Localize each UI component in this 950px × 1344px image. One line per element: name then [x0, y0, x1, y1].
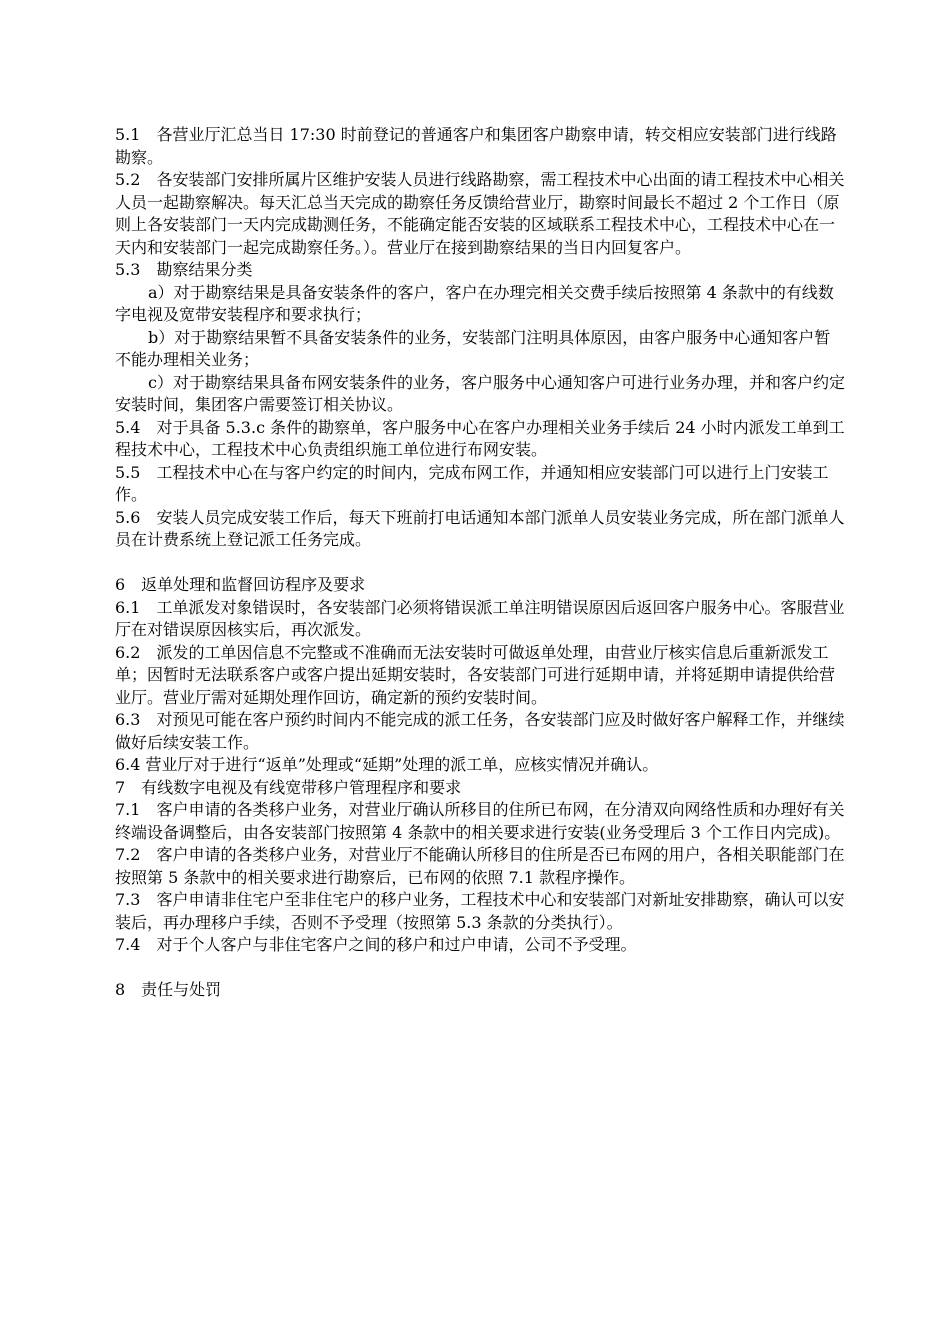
paragraph-6-1: 6.1 工单派发对象错误时，各安装部门必须将错误派工单注明错误原因后返回客户服务中心。客服营业厅在对错误原因核实后，再次派发。 [115, 597, 845, 639]
blank-line [115, 957, 845, 980]
paragraph-7-2: 7.2 客户申请的各类移户业务，对营业厅不能确认所移目的住所是否已布网的用户，各相关职能部门在按照第 5 条款中的相关要求进行勘察后，已布网的依照 7.1 款程序操作。 [115, 845, 845, 887]
list-item-b: b）对于勘察结果暂不具备安装条件的业务，安装部门注明具体原因，由客户服务中心通知客户暂不能办理相关业务； [115, 327, 831, 369]
paragraph-7-1: 7.1 客户申请的各类移户业务，对营业厅确认所移目的住所已布网，在分清双向网络性质和办理好有关终端设备调整后，由各安装部门按照第 4 条款中的相关要求进行安装(业务受理后 3 个工作日内完成)。 [115, 800, 845, 842]
list-item-c: c）对于勘察结果具备布网安装条件的业务，客户服务中心通知客户可进行业务办理，并和客户约定安装时间，集团客户需要签订相关协议。 [115, 372, 845, 414]
paragraph-6-3: 6.3 对预见可能在客户预约时间内不能完成的派工任务，各安装部门应及时做好客户解释工作，并继续做好后续安装工作。 [115, 710, 845, 752]
paragraph-7-3: 7.3 客户申请非住宅户至非住宅户的移户业务，工程技术中心和安装部门对新址安排勘察，确认可以安装后，再办理移户手续，否则不予受理（按照第 5.3 条款的分类执行）。 [115, 890, 845, 932]
paragraph-6-2: 6.2 派发的工单因信息不完整或不准确而无法安装时可做返单处理，由营业厅核实信息后重新派发工单；因暂时无法联系客户或客户提出延期安装时，各安装部门可进行延期申请，并将延期申请提供给营业厅。营业厅需对延期处理作回访，确定新的预约安装时间。 [115, 642, 836, 707]
paragraph-5-5: 5.5 工程技术中心在与客户约定的时间内，完成布网工作，并通知相应安装部门可以进行上门安装工作。 [115, 462, 829, 504]
document-page [115, 124, 845, 1002]
list-item-a: a）对于勘察结果是具备安装条件的客户，客户在办理完相关交费手续后按照第 4 条款中的有线数字电视及宽带安装程序和要求执行； [115, 282, 834, 324]
paragraph-7-4: 7.4 对于个人客户与非住宅客户之间的移户和过户申请，公司不予受理。 [115, 935, 637, 954]
paragraph-5-6: 5.6 安装人员完成安装工作后，每天下班前打电话通知本部门派单人员安装业务完成，所在部门派单人员在计费系统上登记派工任务完成。 [115, 507, 845, 549]
blank-line [115, 552, 845, 575]
section-heading-7: 7 有线数字电视及有线宽带移户管理程序和要求 [115, 777, 462, 797]
section-heading-8: 8 责任与处罚 [115, 980, 222, 999]
heading-5-3: 5.3 勘察结果分类 [115, 260, 253, 279]
paragraph-5-4: 5.4 对于具备 5.3.c 条件的勘察单，客户服务中心在客户办理相关业务手续后 24 小时内派发工单到工程技术中心，工程技术中心负责组织施工单位进行布网安装。 [115, 417, 845, 459]
paragraph-5-1: 5.1 各营业厅汇总当日 17:30 时前登记的普通客户和集团客户勘察申请，转交相应安装部门进行线路勘察。 [115, 125, 837, 167]
paragraph-5-2: 5.2 各安装部门安排所属片区维护安装人员进行线路勘察，需工程技术中心出面的请工程技术中心相关人员一起勘察解决。每天汇总当天完成的勘察任务反馈给营业厅，勘察时间最长不超过 2 个工作日（原则上各安装部门一天内完成勘测任务，不能确定能否安装的区域联系工程技术中心，工程技术中心在一天内和安装部门一起完成勘察任务。）。营业厅在接到勘察结果的当日内回复客户。 [115, 170, 845, 257]
paragraph-6-4: 6.4 营业厅对于进行“返单”处理或“延期”处理的派工单，应核实情况并确认。 [115, 755, 659, 774]
section-heading-6: 6 返单处理和监督回访程序及要求 [115, 575, 366, 594]
